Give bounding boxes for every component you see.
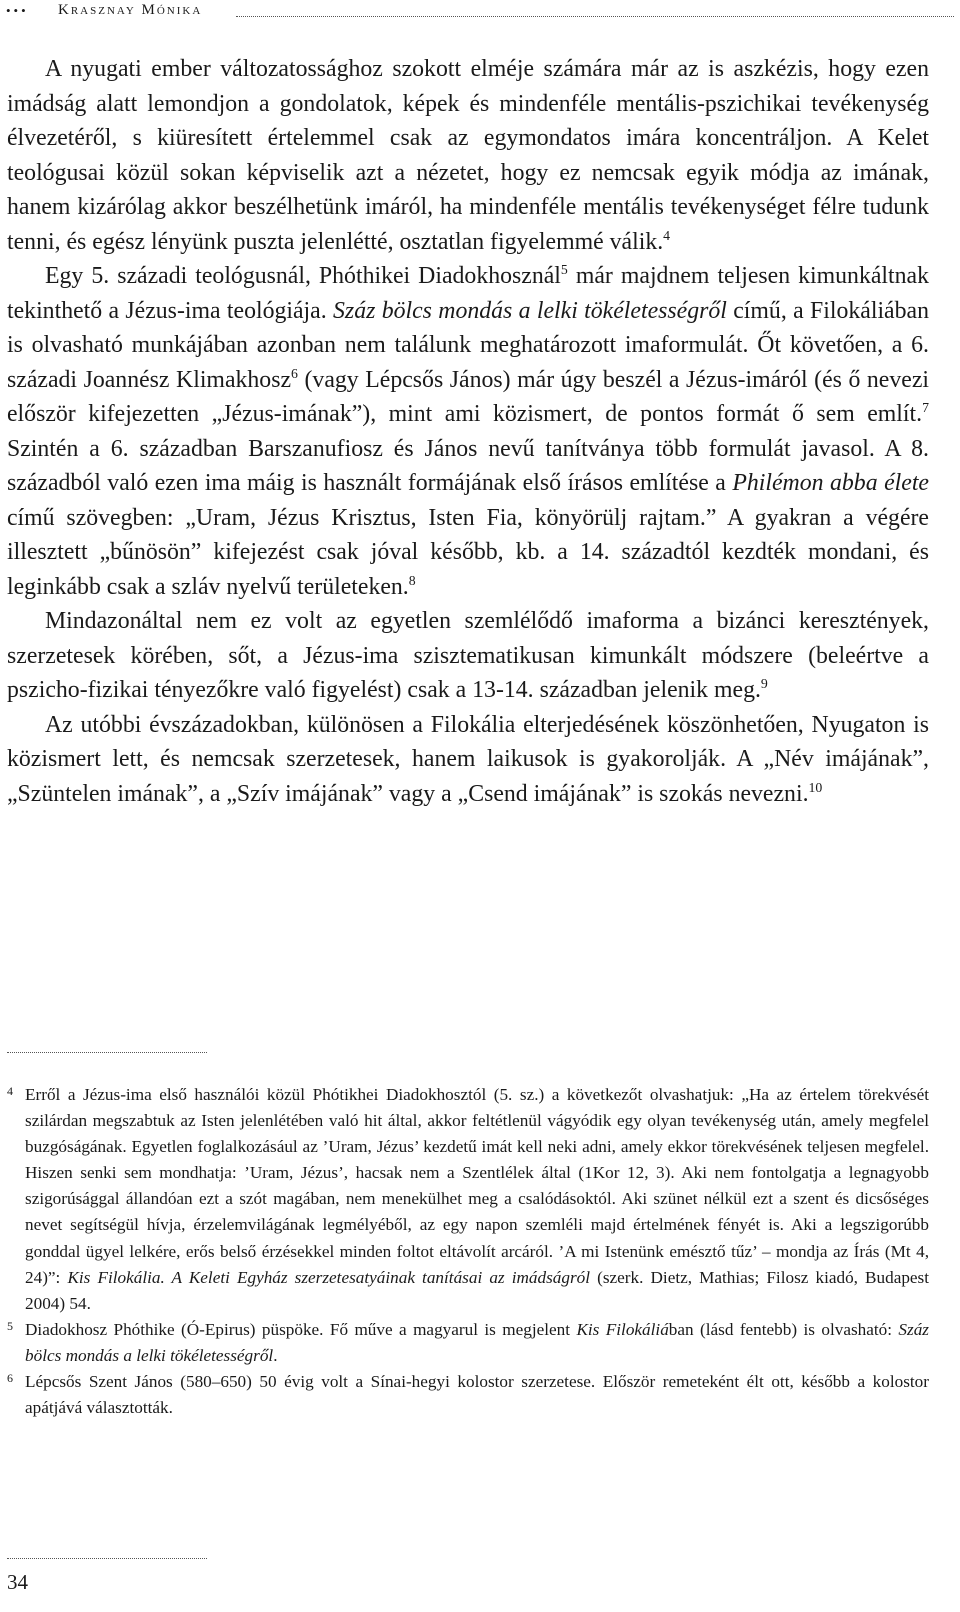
page-number-rule [7, 1558, 207, 1559]
work-title: Száz bölcs mondás a lelki tökéletességről [25, 1319, 929, 1365]
header-author: Krasznay Mónika [58, 2, 203, 18]
work-title: Philémon abba élete [732, 470, 929, 496]
footnotes [7, 1082, 929, 1421]
footnote-ref-8[interactable]: 8 [408, 572, 416, 588]
running-header [0, 0, 960, 24]
footnote-ref-4[interactable]: 4 [663, 227, 671, 243]
footnote-ref-7[interactable]: 7 [922, 400, 929, 416]
footnote-number: 4 [7, 1084, 13, 1098]
paragraph-1: A nyugati ember változatossághoz szokott elméje számára már az is aszkézis, hogy ezen imádság alatt lemondjon a gondolatok, képek és mindenféle mentális-pszichikai tevékenység élvezetéről, s kiüresített értelemmel csak az egymondatos imára koncentráljon. A Kelet teológusai közül sokan képviselik azt a nézetet, hogy ez nemcsak egyik módja az imának, hanem kizárólag akkor beszélhetünk imáról, ha mindenféle mentális tevékenységet félre tudunk tenni, és egész lényünk puszta jelenlétté, osztatlan figyelemmé válik.$^4$ [7, 56, 929, 255]
footnote-number: 6 [7, 1371, 13, 1386]
footnote-5: 5 Diadokhosz Phóthike (Ó-Epirus) püspöke. Fő műve a magyarul is megjelent Kis Filokáliában (lásd fentebb) is olvasható: Száz bölcs mondás a lelki tökéletességről. [7, 1317, 929, 1369]
work-title: Száz bölcs mondás a lelki tökéletességről [333, 297, 727, 324]
paragraph-2: Egy 5. századi teológusnál, Phóthikei Diadokhosznál$^5$ már majdnem teljesen kimunkáltnak tekinthető a Jézus-ima teológiája. Száz bölcs mondás a lelki tökéletességről című, a Filokáliában is olvasható munkájában azonban nem találunk meghatározott imaformulát. Őt követően, a 6. századi Joannész Klimakhosz$^6$ (vagy Lépcsős János) már úgy beszél a Jézus-imáról (és ő nevezi először kifejezetten „Jézus-imának”), mint ami közismert, de pontos formát ő sem említ.$^7$ Szintén a 6. században Barszanufiosz és János nevű tanítványa több formulát javasol. A 8. századból való ezen ima máig is használt formájának első írásos említése a Philémon abba élete című szövegben: „Uram, Jézus Krisztus, Isten Fia, könyörülj rajtam.” A gyakran a végére illesztett „bűnösön” kifejezést csak jóval később, kb. a 14. századtól kezdték mondani, és leginkább csak a szláv nyelvű területeken.$^8$ [7, 262, 930, 600]
footnote-4: 4 Erről a Jézus-ima első használói közül Phótikhei Diadokhosztól (5. sz.) a következőt olvashatjuk: „Ha az értelem törekvését szilárdan megszabtuk az Isten jelenlétében való hit által, akkor feltétlenül vágyódik egy olyan tevékenység után, amely megfelel buzgóságának. Egyetlen foglalkozásául az ’Uram, Jézus’ kezdetű imát kell neki adni, amely ekkor törekvésének teljesen megfelel. Hiszen senki sem mondhatja: ’Uram, Jézus’, hacsak nem a Szentlélek által (1Kor 12, 3). Aki nem fontolgatja a legnagyobb szigorúsággal állandóan ezt a szót magában, nem menekülhet meg a csalódásoktól. Aki szünet nélkül ezt a szent és dicsőséges nevet segítségül hívja, érzelemvilágának legmélyéből, az egy napon szemléli majd értelmének fényét is. Aki a legszigorúbb gonddal ügyel lelkére, erős belső érzésekkel minden foltot eltávolít arcáról. ’A mi Istenünk emésztő tűz’ – mondja az Írás (Mt 4, 24)”: Kis Filokália. A Keleti Egyház szerzetesatyáinak tanításai az imádságról (szerk. Dietz, Mathias; Filosz kiadó, Budapest 2004) 54. [7, 1082, 929, 1317]
footnote-separator [7, 1052, 207, 1053]
paragraph-3: Mindazonáltal nem ez volt az egyetlen szemlélődő imaforma a bizánci keresztények, szerzetesek körében, sőt, a Jézus-ima szisztematikusan kimunkált módszere (beleértve a pszicho-fizikai tényezőkre való figyelést) csak a 13-14. században jelenik meg.$^9$ [7, 608, 929, 703]
footnote-ref-6[interactable]: 6 [291, 365, 298, 381]
page-number: 34 [7, 1570, 28, 1594]
footnote-ref-5[interactable]: 5 [560, 262, 568, 278]
header-ornament: ••• [6, 3, 29, 18]
work-title: Kis Filokáliá [576, 1319, 669, 1339]
body-text [7, 52, 929, 811]
footnote-number: 5 [7, 1318, 13, 1333]
work-title: Kis Filokália. A Keleti Egyház szerzetesatyáinak tanításai az imádságról [67, 1267, 591, 1287]
footnote-ref-9[interactable]: 9 [760, 676, 768, 692]
footnote-6: 6 Lépcsős Szent János (580–650) 50 évig volt a Sínai-hegyi kolostor szerzetese. Először remeteként élt ott, később a kolostor apátjává választották. [7, 1369, 929, 1421]
paragraph-4: Az utóbbi évszázadokban, különösen a Filokália elterjedésének köszönhetően, Nyugaton is közismert lett, és nemcsak szerzetesek, hanem laikusok is gyakorolják. A „Név imájának”, „Szüntelen imának”, a „Szív imájának” vagy a „Csend imájának” is szokás nevezni.$^{10}$ [7, 711, 929, 807]
footnote-ref-10[interactable]: 10 [808, 779, 823, 795]
header-rule [236, 16, 954, 17]
